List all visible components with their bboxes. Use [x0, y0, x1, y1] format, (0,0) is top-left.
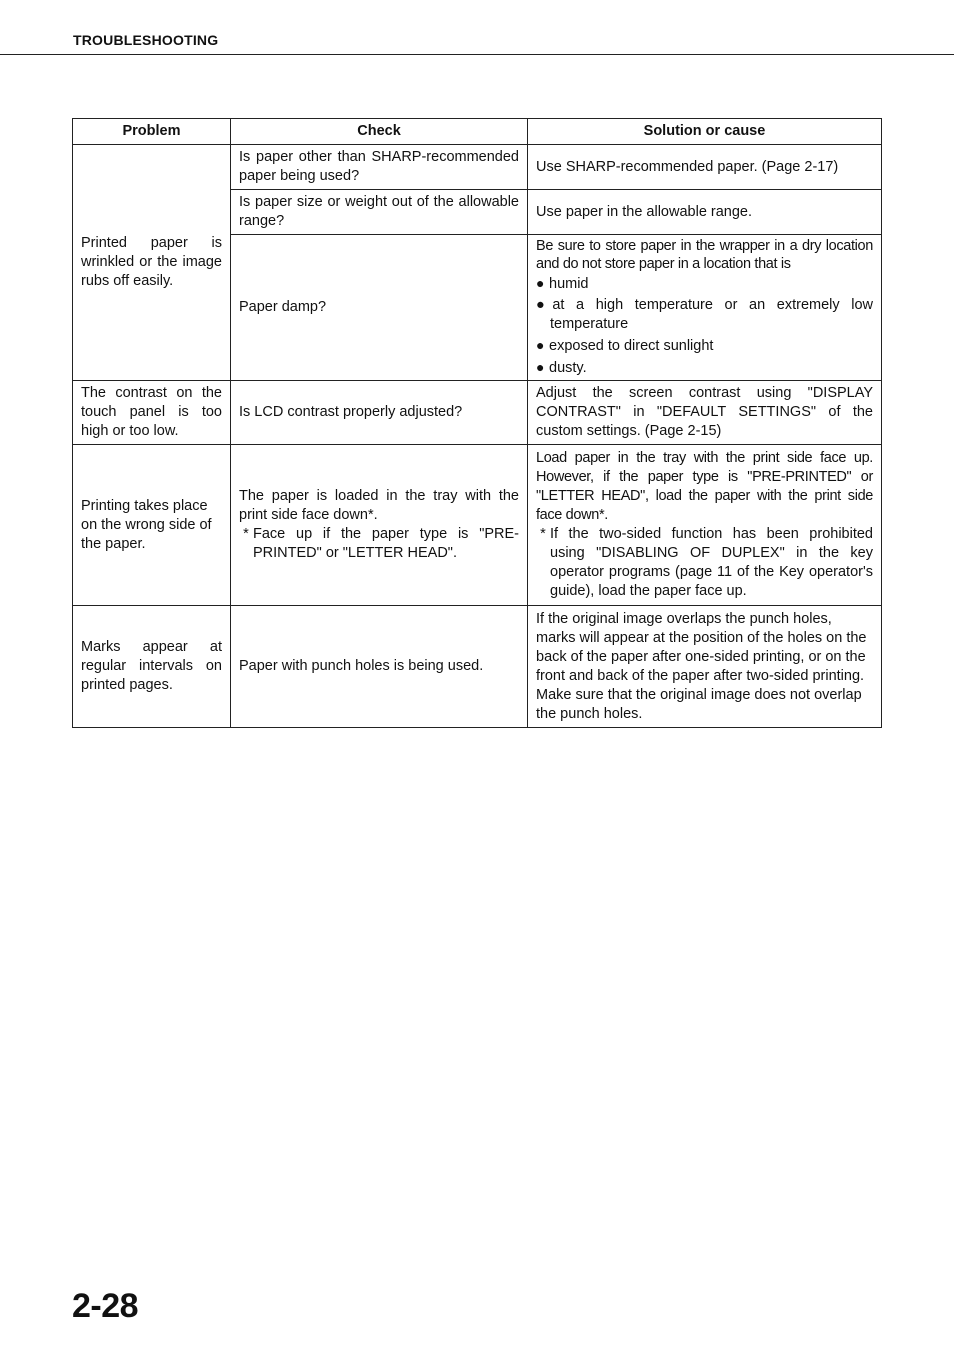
page-number: 2-28 — [72, 1287, 139, 1325]
column-header-check: Check — [231, 119, 528, 145]
check-note — [239, 525, 519, 563]
column-header-solution: Solution or cause — [528, 119, 882, 145]
bullet-icon: ● — [536, 297, 553, 313]
solution-bullet-item — [536, 274, 873, 294]
check-cell: Is paper size or weight out of the allowable range? — [231, 190, 528, 235]
solution-cell — [528, 445, 882, 606]
section-title: TROUBLESHOOTING — [73, 32, 219, 48]
solution-bullet-item — [536, 336, 873, 356]
solution-intro: Be sure to store paper in the wrapper in a dry location and do not store paper in a location that is — [536, 238, 873, 272]
bullet-text: humid — [549, 276, 589, 292]
problem-cell: The contrast on the touch panel is too high or too low. — [73, 381, 231, 445]
table-row — [73, 145, 882, 190]
bullet-icon: ● — [536, 359, 545, 375]
check-cell: Is LCD contrast properly adjusted? — [231, 381, 528, 445]
solution-bullet-item — [536, 296, 873, 334]
problem-cell: Printed paper is wrinkled or the image rubs off easily. — [73, 145, 231, 381]
solution-bullet-item — [536, 358, 873, 378]
note-text: Face up if the paper type is "PRE-PRINTED" or "LETTER HEAD". — [253, 526, 519, 561]
solution-text: Load paper in the tray with the print side face up. However, if the paper type is "PRE-PRINTED" or "LETTER HEAD", load the paper with the print side face down*. — [536, 450, 873, 523]
problem-cell: Printing takes place on the wrong side of the paper. — [73, 445, 231, 606]
table-row — [73, 606, 882, 728]
table-row — [73, 445, 882, 606]
check-cell: Paper damp? — [231, 235, 528, 381]
solution-cell — [528, 235, 882, 381]
check-cell: Paper with punch holes is being used. — [231, 606, 528, 728]
solution-cell: Adjust the screen contrast using "DISPLAY CONTRAST" in "DEFAULT SETTINGS" of the custom settings. (Page 2-15) — [528, 381, 882, 445]
bullet-icon: ● — [536, 337, 545, 353]
column-header-problem: Problem — [73, 119, 231, 145]
note-text: If the two-sided function has been prohibited using "DISABLING OF DUPLEX" in the key operator programs (page 11 of the Key operator's guide), load the paper face up. — [550, 526, 873, 599]
troubleshooting-table — [72, 118, 882, 728]
check-text: The paper is loaded in the tray with the print side face down*. — [239, 488, 519, 523]
header-divider — [0, 54, 954, 55]
table-header-row — [73, 119, 882, 145]
problem-cell: Marks appear at regular intervals on printed pages. — [73, 606, 231, 728]
solution-cell: Use SHARP-recommended paper. (Page 2-17) — [528, 145, 882, 190]
bullet-text: dusty. — [549, 360, 587, 376]
bullet-icon: ● — [536, 275, 545, 291]
solution-cell: If the original image overlaps the punch holes, marks will appear at the position of the holes on the back of the paper after one-sided printing, or on the front and back of the paper after two-sided printing. Make sure that the original image does not overlap the punch holes. — [528, 606, 882, 728]
table-row — [73, 381, 882, 445]
note-asterisk: * — [540, 526, 546, 542]
solution-note — [536, 525, 873, 601]
bullet-text: exposed to direct sunlight — [549, 338, 714, 354]
bullet-text: at a high temperature or an extremely low temperature — [550, 297, 873, 332]
solution-cell: Use paper in the allowable range. — [528, 190, 882, 235]
check-cell — [231, 445, 528, 606]
check-cell: Is paper other than SHARP-recommended paper being used? — [231, 145, 528, 190]
note-asterisk: * — [243, 526, 249, 542]
